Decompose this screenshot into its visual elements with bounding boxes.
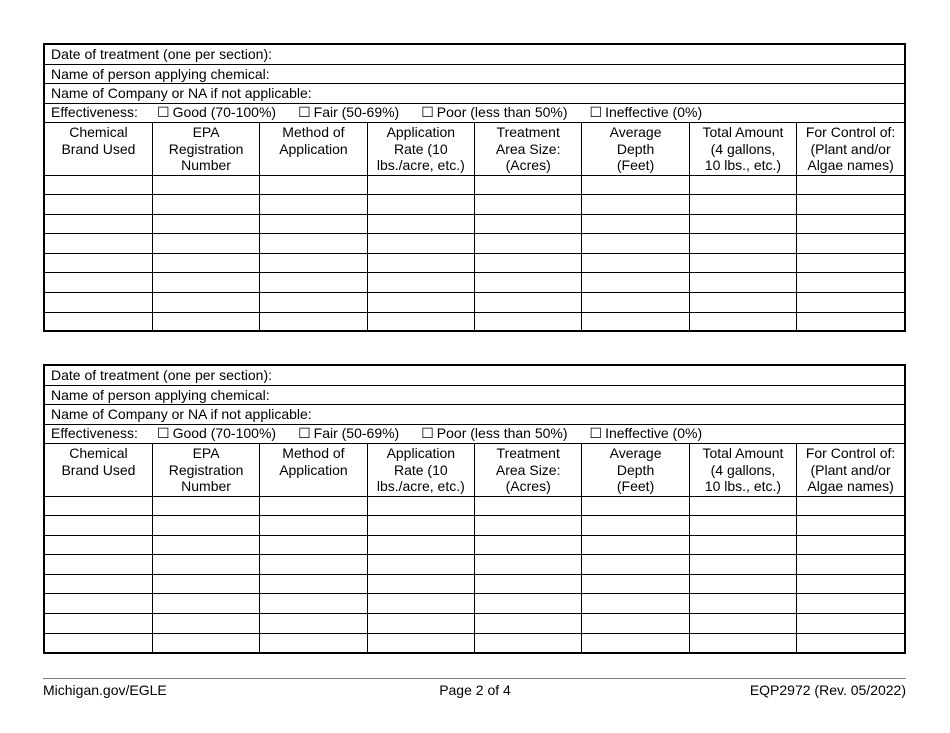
table-cell[interactable] xyxy=(45,535,152,555)
table-cell[interactable] xyxy=(152,594,259,614)
applicator-name-label: Name of person applying chemical: xyxy=(51,386,270,403)
treatment-section-1 xyxy=(43,43,906,332)
table-cell[interactable] xyxy=(45,516,152,536)
table-cell[interactable] xyxy=(475,535,582,555)
table-cell[interactable] xyxy=(797,273,904,293)
table-cell[interactable] xyxy=(475,633,582,653)
table-cell[interactable] xyxy=(797,234,904,254)
effectiveness-row xyxy=(45,104,904,124)
table-cell[interactable] xyxy=(582,312,689,332)
table-cell[interactable] xyxy=(367,614,474,634)
table-cell[interactable] xyxy=(152,234,259,254)
option-label: Fair (50-69%) xyxy=(313,425,400,441)
table-cell[interactable] xyxy=(689,516,796,536)
table-cell[interactable] xyxy=(152,175,259,195)
table-cell[interactable] xyxy=(45,312,152,332)
col-total-amount: Total Amount (4 gallons, 10 lbs., etc.) xyxy=(689,123,796,175)
option-label: Good (70-100%) xyxy=(172,104,277,120)
table-row xyxy=(45,535,904,555)
table-cell[interactable] xyxy=(475,614,582,634)
table-cell[interactable] xyxy=(367,234,474,254)
table-cell[interactable] xyxy=(152,633,259,653)
table-cell[interactable] xyxy=(45,253,152,273)
checkbox-icon[interactable]: ☐ xyxy=(421,425,434,441)
company-name-field[interactable] xyxy=(45,405,904,425)
effectiveness-option-fair[interactable] xyxy=(298,424,399,444)
table-body xyxy=(45,175,904,332)
chemical-table xyxy=(45,444,904,653)
effectiveness-label: Effectiveness: xyxy=(51,425,138,441)
effectiveness-label: Effectiveness: xyxy=(51,104,138,120)
col-control-of: For Control of: (Plant and/or Algae names) xyxy=(797,444,904,496)
table-cell[interactable] xyxy=(367,293,474,313)
table-cell[interactable] xyxy=(797,214,904,234)
table-cell[interactable] xyxy=(582,273,689,293)
table-cell[interactable] xyxy=(689,273,796,293)
applicator-name-label: Name of person applying chemical: xyxy=(51,65,270,82)
checkbox-icon[interactable]: ☐ xyxy=(298,425,311,441)
table-cell[interactable] xyxy=(260,594,367,614)
checkbox-icon[interactable]: ☐ xyxy=(157,425,170,441)
table-cell[interactable] xyxy=(689,214,796,234)
table-cell[interactable] xyxy=(689,175,796,195)
table-cell[interactable] xyxy=(152,516,259,536)
col-epa-registration: EPA Registration Number xyxy=(152,123,259,175)
table-cell[interactable] xyxy=(689,555,796,575)
table-cell[interactable] xyxy=(475,273,582,293)
table-cell[interactable] xyxy=(152,312,259,332)
table-cell[interactable] xyxy=(797,535,904,555)
table-row xyxy=(45,312,904,332)
table-cell[interactable] xyxy=(367,496,474,516)
effectiveness-option-poor[interactable] xyxy=(421,424,567,444)
checkbox-icon[interactable]: ☐ xyxy=(421,104,434,120)
option-label: Fair (50-69%) xyxy=(313,104,400,120)
col-method: Method of Application xyxy=(260,444,367,496)
table-cell[interactable] xyxy=(689,234,796,254)
checkbox-icon[interactable]: ☐ xyxy=(298,104,311,120)
table-cell[interactable] xyxy=(689,594,796,614)
date-of-treatment-field[interactable] xyxy=(45,45,904,65)
table-cell[interactable] xyxy=(45,273,152,293)
table-cell[interactable] xyxy=(475,594,582,614)
table-cell[interactable] xyxy=(152,293,259,313)
table-row xyxy=(45,175,904,195)
table-cell[interactable] xyxy=(475,555,582,575)
table-cell[interactable] xyxy=(475,496,582,516)
table-cell[interactable] xyxy=(475,516,582,536)
table-cell[interactable] xyxy=(689,312,796,332)
treatment-section-2 xyxy=(43,364,906,654)
effectiveness-option-good[interactable] xyxy=(157,103,276,123)
table-cell[interactable] xyxy=(797,633,904,653)
table-cell[interactable] xyxy=(582,175,689,195)
effectiveness-option-poor[interactable] xyxy=(421,103,567,123)
table-cell[interactable] xyxy=(475,175,582,195)
table-cell[interactable] xyxy=(152,253,259,273)
table-cell[interactable] xyxy=(367,214,474,234)
option-label: Ineffective (0%) xyxy=(605,104,703,120)
table-cell[interactable] xyxy=(689,293,796,313)
table-cell[interactable] xyxy=(689,574,796,594)
table-cell[interactable] xyxy=(152,214,259,234)
table-cell[interactable] xyxy=(152,535,259,555)
company-name-label: Name of Company or NA if not applicable: xyxy=(51,406,312,422)
table-cell[interactable] xyxy=(582,234,689,254)
checkbox-icon[interactable]: ☐ xyxy=(589,104,603,120)
table-cell[interactable] xyxy=(260,312,367,332)
table-cell[interactable] xyxy=(797,195,904,215)
table-row xyxy=(45,594,904,614)
effectiveness-option-ineffective[interactable] xyxy=(590,103,703,123)
table-cell[interactable] xyxy=(152,496,259,516)
table-cell[interactable] xyxy=(367,273,474,293)
table-cell[interactable] xyxy=(367,175,474,195)
col-chemical-brand: Chemical Brand Used xyxy=(45,444,152,496)
table-cell[interactable] xyxy=(260,574,367,594)
table-row xyxy=(45,273,904,293)
applicator-name-field[interactable] xyxy=(45,65,904,85)
table-cell[interactable] xyxy=(582,614,689,634)
table-cell[interactable] xyxy=(582,195,689,215)
table-cell[interactable] xyxy=(367,633,474,653)
table-cell[interactable] xyxy=(582,253,689,273)
col-treatment-area: Treatment Area Size: (Acres) xyxy=(475,444,582,496)
table-cell[interactable] xyxy=(582,516,689,536)
table-cell[interactable] xyxy=(797,253,904,273)
chemical-table xyxy=(45,123,904,332)
table-cell[interactable] xyxy=(367,253,474,273)
table-cell[interactable] xyxy=(797,614,904,634)
table-cell[interactable] xyxy=(689,195,796,215)
table-cell[interactable] xyxy=(260,253,367,273)
table-cell[interactable] xyxy=(582,535,689,555)
table-cell[interactable] xyxy=(797,574,904,594)
table-cell[interactable] xyxy=(260,175,367,195)
effectiveness-option-fair[interactable] xyxy=(298,103,399,123)
table-cell[interactable] xyxy=(45,234,152,254)
table-cell[interactable] xyxy=(797,312,904,332)
table-cell[interactable] xyxy=(689,496,796,516)
table-cell[interactable] xyxy=(45,214,152,234)
col-chemical-brand: Chemical Brand Used xyxy=(45,123,152,175)
table-cell[interactable] xyxy=(152,614,259,634)
table-cell[interactable] xyxy=(797,496,904,516)
table-cell[interactable] xyxy=(45,633,152,653)
checkbox-icon[interactable]: ☐ xyxy=(157,104,170,120)
table-cell[interactable] xyxy=(152,555,259,575)
table-cell[interactable] xyxy=(797,293,904,313)
table-header-row xyxy=(45,444,904,496)
table-cell[interactable] xyxy=(367,312,474,332)
table-cell[interactable] xyxy=(475,253,582,273)
col-application-rate: Application Rate (10 lbs./acre, etc.) xyxy=(367,123,474,175)
table-row xyxy=(45,633,904,653)
table-row xyxy=(45,195,904,215)
table-cell[interactable] xyxy=(45,594,152,614)
option-label: Good (70-100%) xyxy=(172,425,277,441)
col-average-depth: Average Depth (Feet) xyxy=(582,123,689,175)
table-cell[interactable] xyxy=(689,614,796,634)
col-treatment-area: Treatment Area Size: (Acres) xyxy=(475,123,582,175)
table-cell[interactable] xyxy=(582,496,689,516)
table-row xyxy=(45,234,904,254)
date-of-treatment-label: Date of treatment (one per section): xyxy=(51,46,272,62)
table-cell[interactable] xyxy=(45,175,152,195)
effectiveness-option-good[interactable] xyxy=(157,424,276,444)
table-cell[interactable] xyxy=(367,555,474,575)
footer-divider xyxy=(43,678,906,679)
table-row xyxy=(45,214,904,234)
table-body xyxy=(45,496,904,653)
option-label: Poor (less than 50%) xyxy=(436,425,568,441)
table-cell[interactable] xyxy=(260,273,367,293)
table-row xyxy=(45,496,904,516)
table-cell[interactable] xyxy=(260,555,367,575)
table-cell[interactable] xyxy=(260,195,367,215)
table-cell[interactable] xyxy=(582,574,689,594)
table-cell[interactable] xyxy=(45,555,152,575)
table-row xyxy=(45,253,904,273)
table-cell[interactable] xyxy=(367,574,474,594)
table-row xyxy=(45,574,904,594)
footer-page-number: Page 2 of 4 xyxy=(439,682,511,698)
table-cell[interactable] xyxy=(260,234,367,254)
table-cell[interactable] xyxy=(45,496,152,516)
date-of-treatment-label: Date of treatment (one per section): xyxy=(51,367,272,383)
option-label: Poor (less than 50%) xyxy=(436,104,568,120)
table-cell[interactable] xyxy=(152,574,259,594)
table-cell[interactable] xyxy=(475,293,582,313)
col-total-amount: Total Amount (4 gallons, 10 lbs., etc.) xyxy=(689,444,796,496)
table-cell[interactable] xyxy=(260,633,367,653)
table-cell[interactable] xyxy=(260,293,367,313)
col-application-rate: Application Rate (10 lbs./acre, etc.) xyxy=(367,444,474,496)
table-cell[interactable] xyxy=(260,214,367,234)
table-row xyxy=(45,516,904,536)
table-cell[interactable] xyxy=(260,496,367,516)
table-cell[interactable] xyxy=(475,574,582,594)
table-cell[interactable] xyxy=(260,535,367,555)
table-row xyxy=(45,293,904,313)
option-label: Ineffective (0%) xyxy=(605,425,703,441)
col-method: Method of Application xyxy=(260,123,367,175)
col-average-depth: Average Depth (Feet) xyxy=(582,444,689,496)
col-epa-registration: EPA Registration Number xyxy=(152,444,259,496)
table-cell[interactable] xyxy=(475,312,582,332)
table-cell[interactable] xyxy=(797,175,904,195)
footer-form-number: EQP2972 (Rev. 05/2022) xyxy=(749,682,906,698)
table-cell[interactable] xyxy=(582,555,689,575)
table-cell[interactable] xyxy=(260,516,367,536)
table-cell[interactable] xyxy=(582,214,689,234)
applicator-name-field[interactable] xyxy=(45,386,904,406)
table-cell[interactable] xyxy=(45,293,152,313)
table-cell[interactable] xyxy=(582,633,689,653)
effectiveness-option-ineffective[interactable] xyxy=(590,424,703,444)
table-cell[interactable] xyxy=(152,195,259,215)
table-cell[interactable] xyxy=(797,555,904,575)
table-cell[interactable] xyxy=(152,273,259,293)
table-cell[interactable] xyxy=(689,253,796,273)
table-row xyxy=(45,614,904,634)
table-cell[interactable] xyxy=(45,614,152,634)
table-cell[interactable] xyxy=(582,293,689,313)
table-cell[interactable] xyxy=(45,574,152,594)
table-cell[interactable] xyxy=(367,516,474,536)
company-name-field[interactable] xyxy=(45,84,904,104)
table-cell[interactable] xyxy=(475,214,582,234)
table-cell[interactable] xyxy=(367,535,474,555)
table-header-row xyxy=(45,123,904,175)
table-cell[interactable] xyxy=(45,195,152,215)
table-cell[interactable] xyxy=(797,594,904,614)
table-cell[interactable] xyxy=(689,535,796,555)
table-cell[interactable] xyxy=(582,594,689,614)
company-name-label: Name of Company or NA if not applicable: xyxy=(51,85,312,101)
table-row xyxy=(45,555,904,575)
col-control-of: For Control of: (Plant and/or Algae names) xyxy=(797,123,904,175)
footer-website: Michigan.gov/EGLE xyxy=(43,682,167,698)
table-cell[interactable] xyxy=(367,195,474,215)
table-cell[interactable] xyxy=(367,594,474,614)
checkbox-icon[interactable]: ☐ xyxy=(589,425,603,441)
table-cell[interactable] xyxy=(689,633,796,653)
table-cell[interactable] xyxy=(797,516,904,536)
effectiveness-row xyxy=(45,425,904,445)
table-cell[interactable] xyxy=(475,195,582,215)
date-of-treatment-field[interactable] xyxy=(45,366,904,386)
table-cell[interactable] xyxy=(260,614,367,634)
table-cell[interactable] xyxy=(475,234,582,254)
